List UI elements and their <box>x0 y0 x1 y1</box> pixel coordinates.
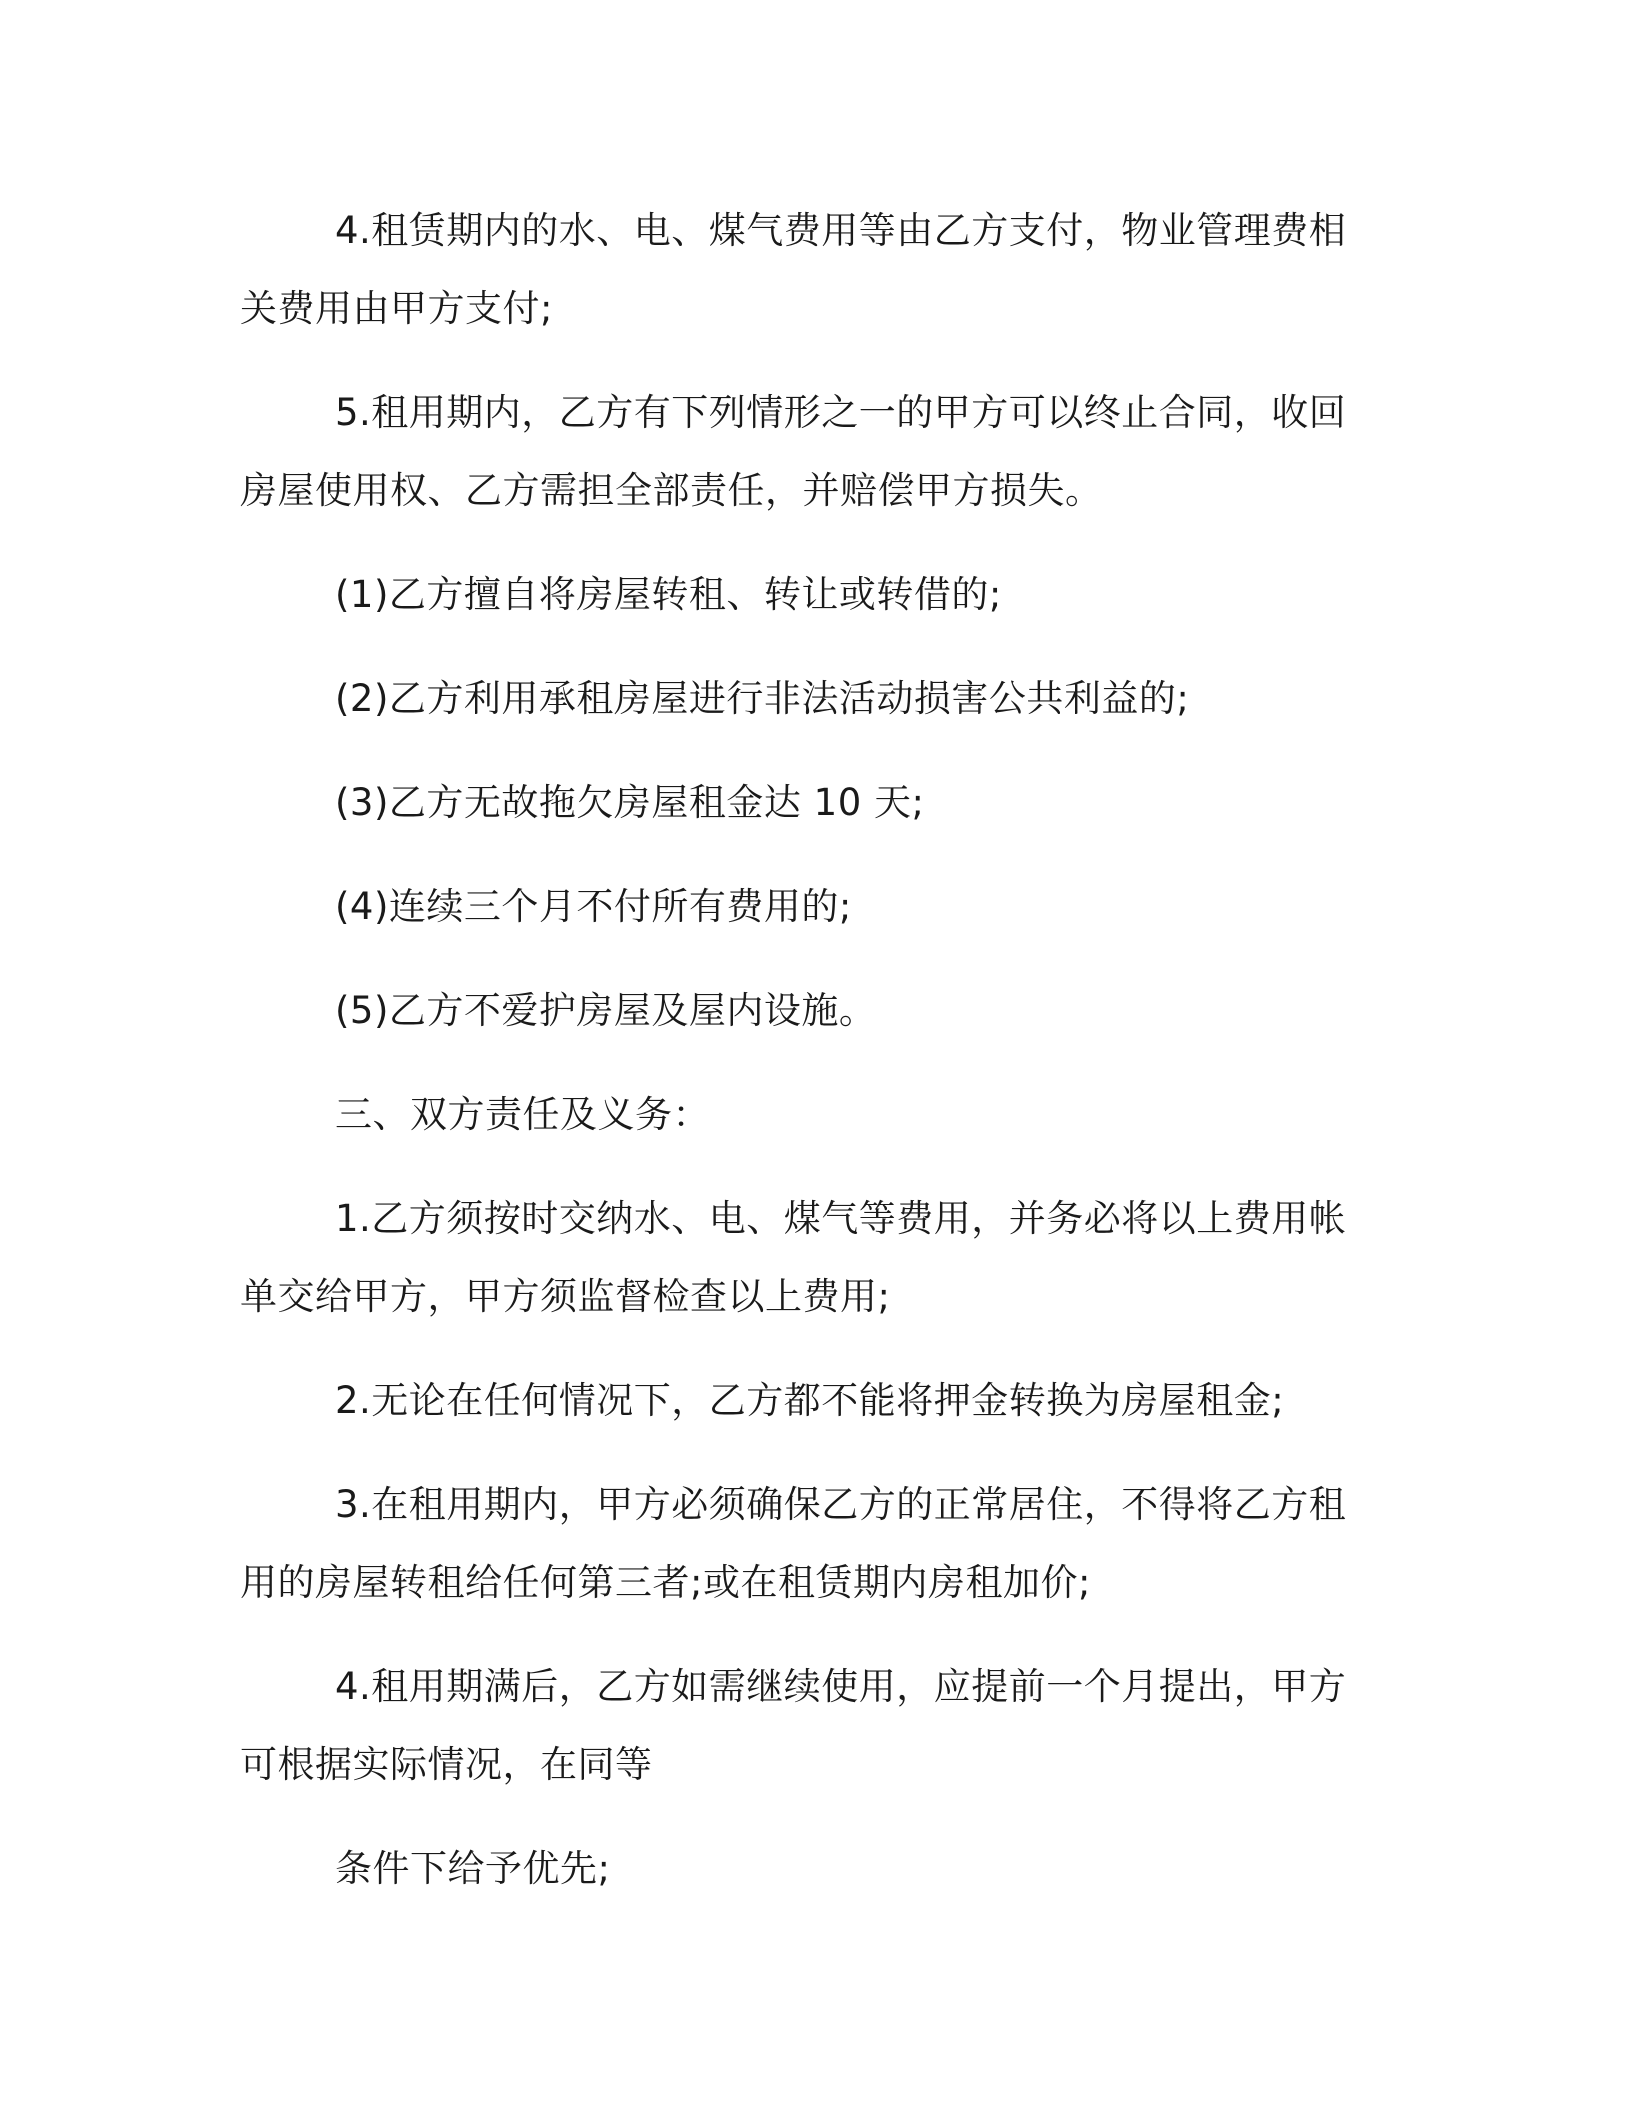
paragraph-condition-rent-arrears: (3)乙方无故拖欠房屋租金达 10 天; <box>335 781 925 824</box>
paragraph-duty-deposit: 2.无论在任何情况下，乙方都不能将押金转换为房屋租金; <box>335 1379 1285 1422</box>
paragraph-condition-illegal-use: (2)乙方利用承租房屋进行非法活动损害公共利益的; <box>335 677 1190 720</box>
paragraph-duty-normal-residence: 3.在租用期内，甲方必须确保乙方的正常居住，不得将乙方租用的房屋转租给任何第三者;或在租赁期内房租加价; <box>240 1483 1347 1604</box>
paragraph-utilities-payment: 4.租赁期内的水、电、煤气费用等由乙方支付，物业管理费相关费用由甲方支付; <box>240 209 1347 330</box>
paragraph-condition-property-care: (5)乙方不爱护房屋及屋内设施。 <box>335 989 877 1032</box>
paragraph-termination-conditions: 5.租用期内，乙方有下列情形之一的甲方可以终止合同，收回房屋使用权、乙方需担全部责任，并赔偿甲方损失。 <box>240 391 1347 512</box>
document-body <box>240 192 1370 1908</box>
paragraph-condition-unpaid-fees: (4)连续三个月不付所有费用的; <box>335 885 852 928</box>
section-heading-responsibilities: 三、双方责任及义务： <box>335 1093 710 1136</box>
paragraph-duty-renewal-continued: 条件下给予优先; <box>335 1847 611 1890</box>
paragraph-duty-pay-bills: 1.乙方须按时交纳水、电、煤气等费用，并务必将以上费用帐单交给甲方，甲方须监督检查以上费用; <box>240 1197 1347 1318</box>
paragraph-duty-renewal: 4.租用期满后，乙方如需继续使用，应提前一个月提出，甲方可根据实际情况，在同等 <box>240 1665 1347 1786</box>
paragraph-condition-sublet: (1)乙方擅自将房屋转租、转让或转借的; <box>335 573 1002 616</box>
